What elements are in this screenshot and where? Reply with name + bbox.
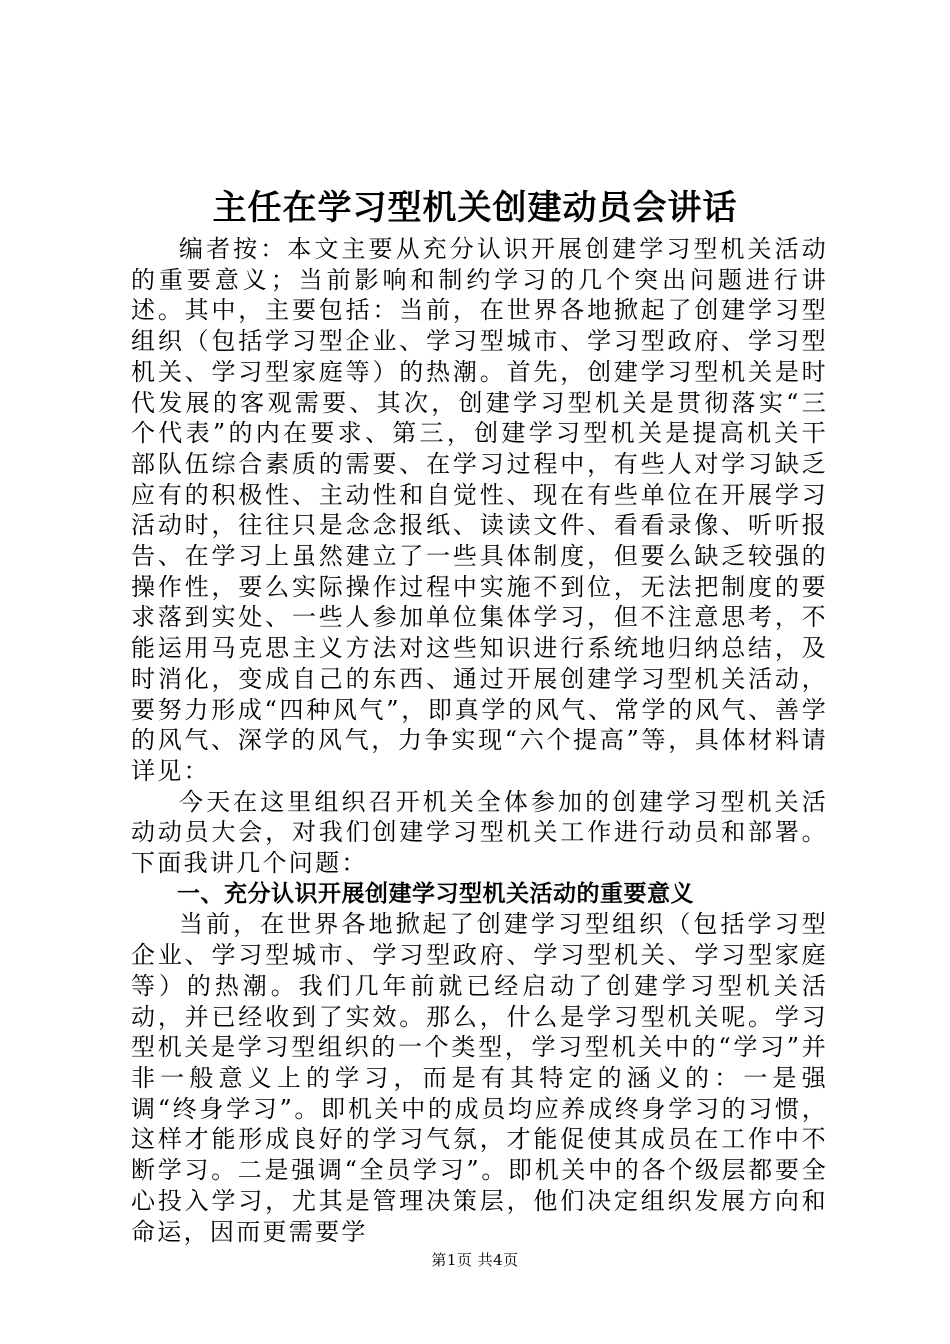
section-heading: 一、充分认识开展创建学习型机关活动的重要意义 [177,880,694,907]
editor-note-paragraph: 编者按：本文主要从充分认识开展创建学习型机关活动的重要意义；当前影响和制约学习的几个突出问题进行讲述。其中，主要包括：当前，在世界各地掀起了创建学习型组织（包括学习型企业、学习型城市、学习型政府、学习型机关、学习型家庭等）的热潮。首先，创建学习型机关是时代发展的客观需要、其次，创建学习型机关是贯彻落实“三个代表”的内在要求、第三，创建学习型机关是提高机关干部队伍综合素质的需要、在学习过程中，有些人对学习缺乏应有的积极性、主动性和自觉性、现在有些单位在开展学习活动时，往往只是念念报纸、读读文件、看看录像、听听报告、在学习上虽然建立了一些具体制度，但要么缺乏较强的操作性，要么实际操作过程中实施不到位，无法把制度的要求落到实处、一些人参加单位集体学习，但不注意思考，不能运用马克思主义方法对这些知识进行系统地归纳总结，及时消化，变成自己的东西、通过开展创建学习型机关活动，要努力形成“四种风气”，即真学的风气、常学的风气、善学的风气、深学的风气，力争实现“六个提高”等，具体材料请详见： [131,235,828,785]
intro-paragraph: 今天在这里组织召开机关全体参加的创建学习型机关活动动员大会，对我们创建学习型机关工作进行动员和部署。下面我讲几个问题： [131,787,828,878]
document-body [131,234,828,1247]
section-paragraph: 当前，在世界各地掀起了创建学习型组织（包括学习型企业、学习型城市、学习型政府、学习型机关、学习型家庭等）的热潮。我们几年前就已经启动了创建学习型机关活动，并已经收到了实效。那么，什么是学习型机关呢。学习型机关是学习型组织的一个类型，学习型机关中的“学习”并非一般意义上的学习，而是有其特定的涵义的：一是强调“终身学习”。即机关中的成员均应养成终身学习的习惯，这样才能形成良好的学习气氛，才能促使其成员在工作中不断学习。二是强调“全员学习”。即机关中的各个级层都要全心投入学习，尤其是管理决策层，他们决定组织发展方向和命运，因而更需要学 [131,910,828,1246]
document-title: 主任在学习型机关创建动员会讲话 [212,188,738,228]
page-footer: 第1页 共4页 [431,1251,519,1269]
